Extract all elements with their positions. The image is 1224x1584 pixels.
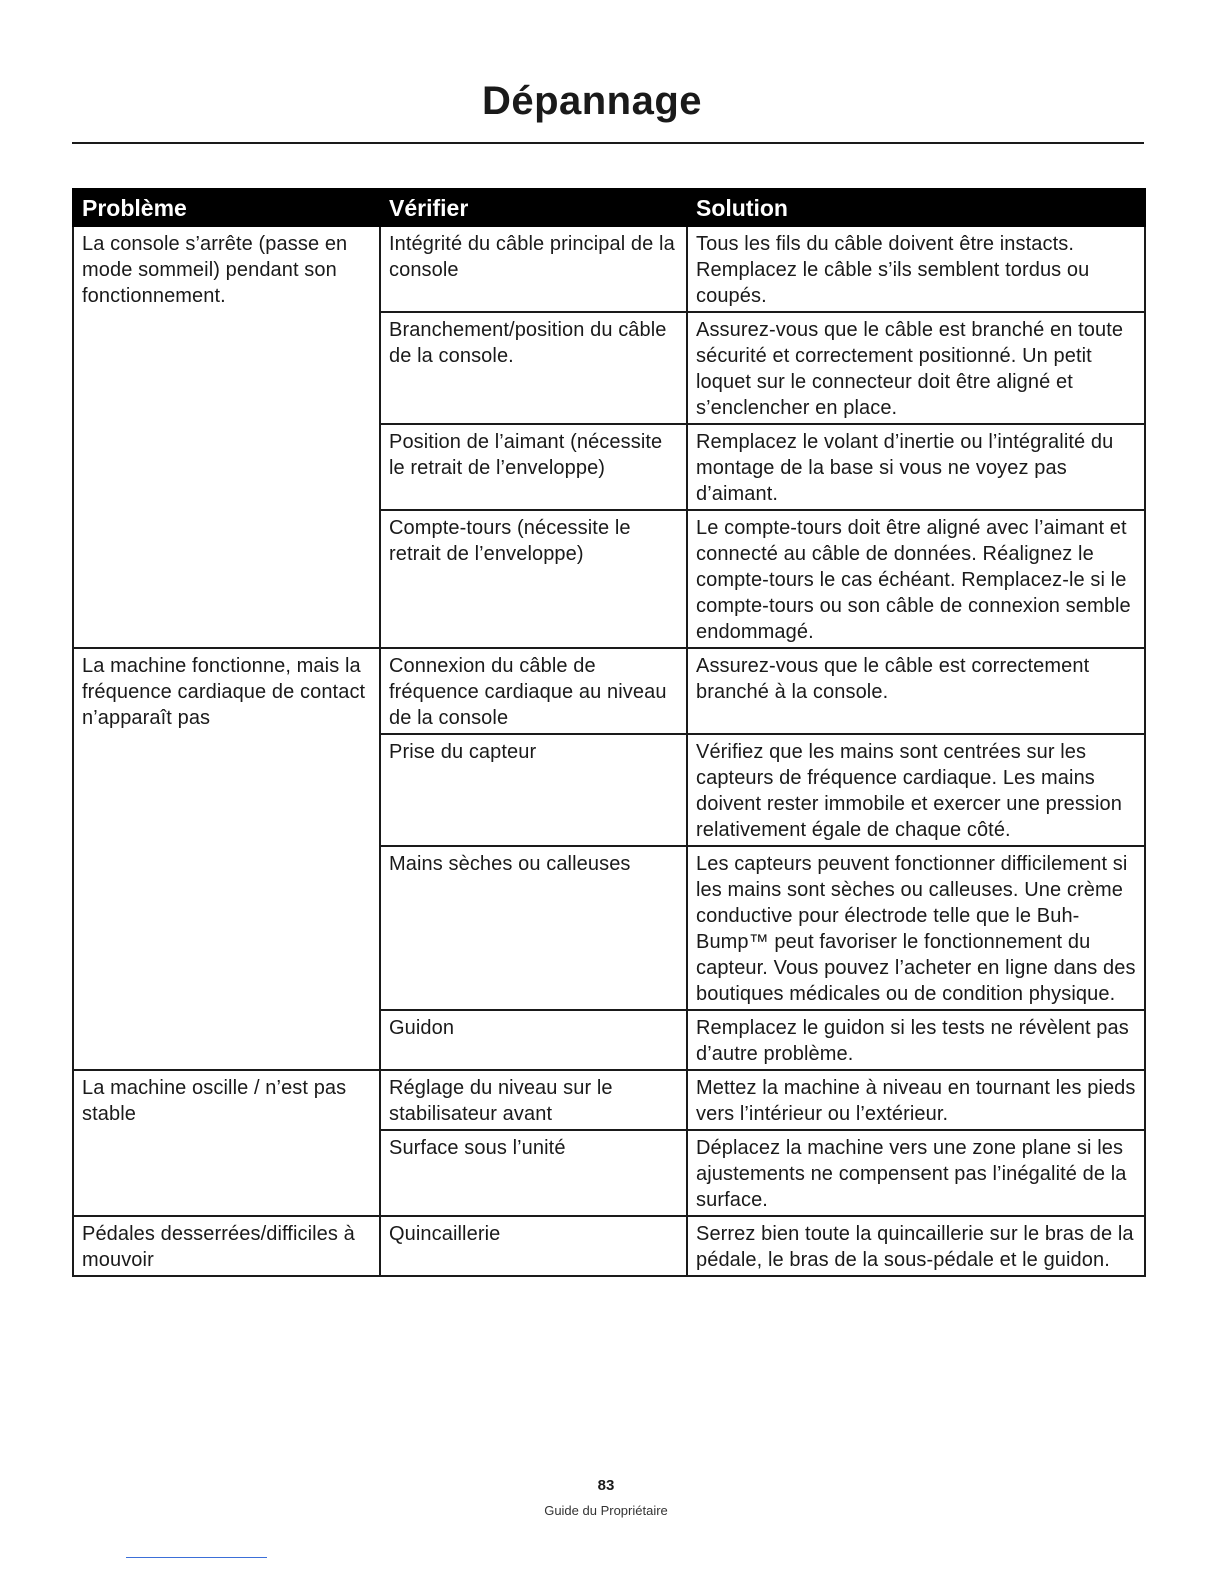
check-cell: Branchement/position du câble de la console. xyxy=(380,312,687,424)
title-divider xyxy=(72,142,1144,144)
problem-cell: La machine oscille / n’est pas stable xyxy=(73,1070,380,1216)
check-cell: Quincaillerie xyxy=(380,1216,687,1276)
table-row xyxy=(73,226,1145,312)
footer-guide-label: Guide du Propriétaire xyxy=(544,1503,668,1518)
solution-cell: Le compte-tours doit être aligné avec l’aimant et connecté au câble de données. Réalignez le compte-tours le cas échéant. Remplacez-le si le compte-tours ou son câble de connexion semble endommagé. xyxy=(687,510,1145,648)
check-cell: Intégrité du câble principal de la console xyxy=(380,226,687,312)
problem-cell: La machine fonctionne, mais la fréquence cardiaque de contact n’apparaît pas xyxy=(73,648,380,1070)
table-row xyxy=(73,1216,1145,1276)
table-row xyxy=(73,648,1145,734)
solution-cell: Les capteurs peuvent fonctionner difficilement si les mains sont sèches ou calleuses. Une crème conductive pour électrode telle que le Buh-Bump™ peut favoriser le fonctionnement du capteur. Vous pouvez l’acheter en ligne dans des boutiques médicales ou de condition physique. xyxy=(687,846,1145,1010)
link-underline xyxy=(126,1557,267,1558)
check-cell: Connexion du câble de fréquence cardiaque au niveau de la console xyxy=(380,648,687,734)
table-header-row xyxy=(73,189,1145,226)
check-cell: Mains sèches ou calleuses xyxy=(380,846,687,1010)
solution-cell: Déplacez la machine vers une zone plane si les ajustements ne compensent pas l’inégalité de la surface. xyxy=(687,1130,1145,1216)
solution-cell: Assurez-vous que le câble est branché en toute sécurité et correctement positionné. Un petit loquet sur le connecteur doit être aligné et s’enclencher en place. xyxy=(687,312,1145,424)
header-problem: Problème xyxy=(73,189,380,226)
solution-cell: Tous les fils du câble doivent être instacts. Remplacez le câble s’ils semblent tordus ou coupés. xyxy=(687,226,1145,312)
header-check: Vérifier xyxy=(380,189,687,226)
check-cell: Position de l’aimant (nécessite le retrait de l’enveloppe) xyxy=(380,424,687,510)
solution-cell: Mettez la machine à niveau en tournant les pieds vers l’intérieur ou l’extérieur. xyxy=(687,1070,1145,1130)
solution-cell: Assurez-vous que le câble est correctement branché à la console. xyxy=(687,648,1145,734)
problem-cell: La console s’arrête (passe en mode sommeil) pendant son fonctionnement. xyxy=(73,226,380,648)
table-row xyxy=(73,1070,1145,1130)
check-cell: Guidon xyxy=(380,1010,687,1070)
solution-cell: Remplacez le volant d’inertie ou l’intégralité du montage de la base si vous ne voyez pas d’aimant. xyxy=(687,424,1145,510)
check-cell: Prise du capteur xyxy=(380,734,687,846)
check-cell: Surface sous l’unité xyxy=(380,1130,687,1216)
problem-cell: Pédales desserrées/difficiles à mouvoir xyxy=(73,1216,380,1276)
check-cell: Compte-tours (nécessite le retrait de l’enveloppe) xyxy=(380,510,687,648)
solution-cell: Remplacez le guidon si les tests ne révèlent pas d’autre problème. xyxy=(687,1010,1145,1070)
page-title: Dépannage xyxy=(481,79,703,123)
troubleshooting-table xyxy=(72,188,1146,1277)
solution-cell: Serrez bien toute la quincaillerie sur le bras de la pédale, le bras de la sous-pédale et le guidon. xyxy=(687,1216,1145,1276)
page-number: 83 xyxy=(597,1477,615,1494)
solution-cell: Vérifiez que les mains sont centrées sur les capteurs de fréquence cardiaque. Les mains doivent rester immobile et exercer une pression relativement égale de chaque côté. xyxy=(687,734,1145,846)
header-solution: Solution xyxy=(687,189,1145,226)
check-cell: Réglage du niveau sur le stabilisateur avant xyxy=(380,1070,687,1130)
